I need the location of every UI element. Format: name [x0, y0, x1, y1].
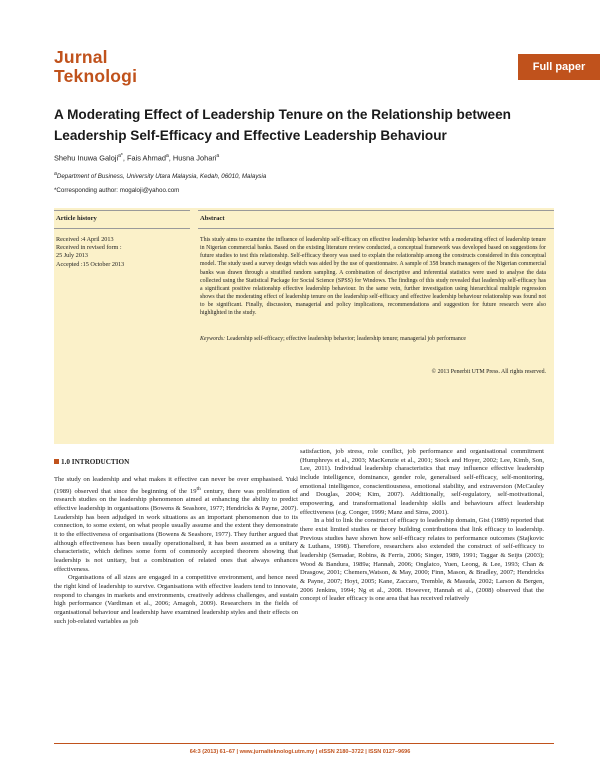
author-1: Shehu Inuwa Galoji: [54, 153, 119, 163]
author-3-mark: a: [216, 153, 220, 159]
journal-name-line1: Jurnal: [54, 47, 108, 67]
section-marker-square: [54, 459, 59, 464]
article-history-heading: Article history: [56, 215, 97, 222]
keywords: [200, 335, 546, 343]
section-title: INTRODUCTION: [71, 458, 130, 466]
affiliation-mark: a: [54, 171, 57, 177]
journal-name-line2: Teknologi: [54, 66, 138, 86]
history-line: Accepted :15 October 2013: [56, 260, 125, 268]
body-column-left: [54, 476, 298, 626]
author-2-mark: a: [165, 153, 169, 159]
body-paragraph: In a bid to link the construct of efficacy to leadership domain, Gist (1989) reported that there exist limited studies or theory building contributions that link efficacy to leadership. Previous studies have shown how self-efficacy relates to performance outcomes (Stajkovic & Luthans, 1998). Therefore, researchers also extended the construct of self-efficacy to leadership (Semadar, Robins, & Ferris, 2006; Singer, 1989, 1991; Taggar & Seijts (2003); Wood & Bandura, 1989a; Hannah, 2006; Onglatco, Yuen, Leong, & Lee, 1993; Chan & Drasgow, 2001; Chemers,Watson, & May, 2000; Finn, Mason, & Bradley, 2007; Hendricks & Payne, 2007; Hoyt, 2005; Kane, Zaccaro, Tremble, & Masuda, 2002; Larson & Bergen, 2006 Jenkins, 1994; Ng et al., 2008. However, Hannah et al., (2008) observed that the concept of leader efficacy is one area that has received relatively: [300, 517, 544, 603]
article-history: [56, 236, 188, 269]
superscript: th: [196, 485, 201, 492]
body-column-right: [300, 448, 544, 604]
history-line: 25 July 2013: [56, 252, 88, 260]
abstract-text: This study aims to examine the influence of leadership self-efficacy on effective leadership behavior with a moderating effect of leadership tenure in Nigerian commercial banks. Based on the existing literature review conducted, a conceptual framework was developed based on suggestions for future studies to test this relationship. Self-efficacy theory was used to explain the relationship among the constructs considered in this conceptual model. The study used a survey design which was aided by the use of questionnaire. A sample of 358 branch managers of the Nigerian commercial banks was drawn through a stratified random sampling. A combination of descriptive and inferential statistics were used to analyse the data collected using the Statistical Package for Social Science (SPSS) for Windows. The findings of this study revealed that leadership self-efficacy has a significant positive relationship effective leadership behaviour. In the same vein, further investigation using hierarchical multiple regression shows that the moderating effect of leadership tenure on the leadership self-efficacy and effective leadership behaviour relationship was found not to be significant. Finally, discussion, managerial and policy implications, recommendations and suggestion for future research were also highlighted in the study.: [200, 237, 546, 317]
author-list: [54, 153, 219, 162]
footer-rule: [54, 743, 554, 744]
history-line: Received in revised form :: [56, 244, 122, 252]
journal-logo: [54, 48, 137, 86]
affiliation: [54, 171, 266, 180]
abstract-heading: Abstract: [200, 215, 225, 222]
history-top-rule: [54, 210, 190, 211]
section-number: 1.0: [61, 458, 70, 466]
author-2: , Fais Ahmad: [122, 153, 166, 163]
keywords-label: Keywords:: [200, 336, 226, 342]
body-paragraph: Organisations of all sizes are engaged in a competitive environment, and hence need the right kind of leadership to survive. Organisations with effective leaders tend to innovate, respond to changes in markets and environments, creatively address challenges, and sustain high performance (Vardiman et al., 2006; Amagoh, 2009). Researchers in the fields of organisational behaviour and leadership have examined leadership styles and their effects on such job-related variables as job: [54, 574, 298, 625]
author-1-mark: a*: [118, 153, 123, 159]
abstract-head-rule: [198, 228, 554, 229]
page-footer: 64:3 (2013) 61–67 | www.jurnalteknologi.utm.my | eISSN 2180–3722 | ISSN 0127–9696: [189, 749, 411, 755]
paragraph-text: century, there was proliferation of research studies on the leadership phenomenon aimed at enhancing the ability to predict effective leadership in organisations (Bowens & Seashore, 1977; Hendricks & Payne, 2007). Leadership has been adjudged in work situations as an important phenomenon due to its connection, to some extent, on what people usually assume and the extent they demonstrate it to the effectiveness of organisations (Bowens & Seashore, 1977). They further argued that although effectiveness has been usually operationalised, it has been assumed as a unitary characteristic, which defines some form of commonly accepted theorem showing that leadership is not unitary, but a combination of related ones that always enhances effectiveness.: [54, 487, 298, 573]
author-3: , Husna Johari: [168, 153, 217, 163]
paper-title: A Moderating Effect of Leadership Tenure on the Relationship between Leadership Self-Efficacy and Effective Leadership Behaviour: [54, 107, 511, 143]
paper-type-tag: Full paper: [518, 54, 600, 80]
affiliation-text: Department of Business, University Utara Malaysia, Kedah, 06010, Malaysia: [56, 173, 267, 181]
history-head-rule: [54, 228, 190, 229]
section-heading: [54, 458, 129, 466]
corresponding-author: *Corresponding author: mogaloji@yahoo.com: [54, 187, 180, 194]
copyright-notice: © 2013 Penerbit UTM Press. All rights reserved.: [431, 369, 546, 375]
history-line: Received :4 April 2013: [56, 236, 114, 243]
body-paragraph: satisfaction, job stress, role conflict, job performance and organisational commitment (Humphreys et al., 2003; MacKenzie et al., 2001; Stock and Hoyer, 2002; Lee, Kimb, Son, Lee, 2011). Individual leadership characteristics that may influence effective leadership include intelligence, dominance, gender role, generalised self-efficacy, self-monitoring, emotional intelligence, conscientiousness, emotional stability, and extraversion (McCauley and Douglas, 2004; Kim, 2007). Additionally, self-regulatory, self-motivational, empowering, and transformational leadership skills and behaviours affect leadership effectiveness (e.g. Conger, 1999; Manz and Sims, 2001).: [300, 448, 544, 516]
body-paragraph: [54, 476, 298, 574]
paragraph-text: The study on leadership and what makes it effective can never be over emphasised. Yukl (1989) observed that since the beginning of the 19: [54, 476, 298, 495]
abstract-top-rule: [198, 210, 554, 211]
keywords-text: Leadership self-efficacy; effective leadership behavior; leadership tenure; managerial job performance: [226, 336, 467, 342]
